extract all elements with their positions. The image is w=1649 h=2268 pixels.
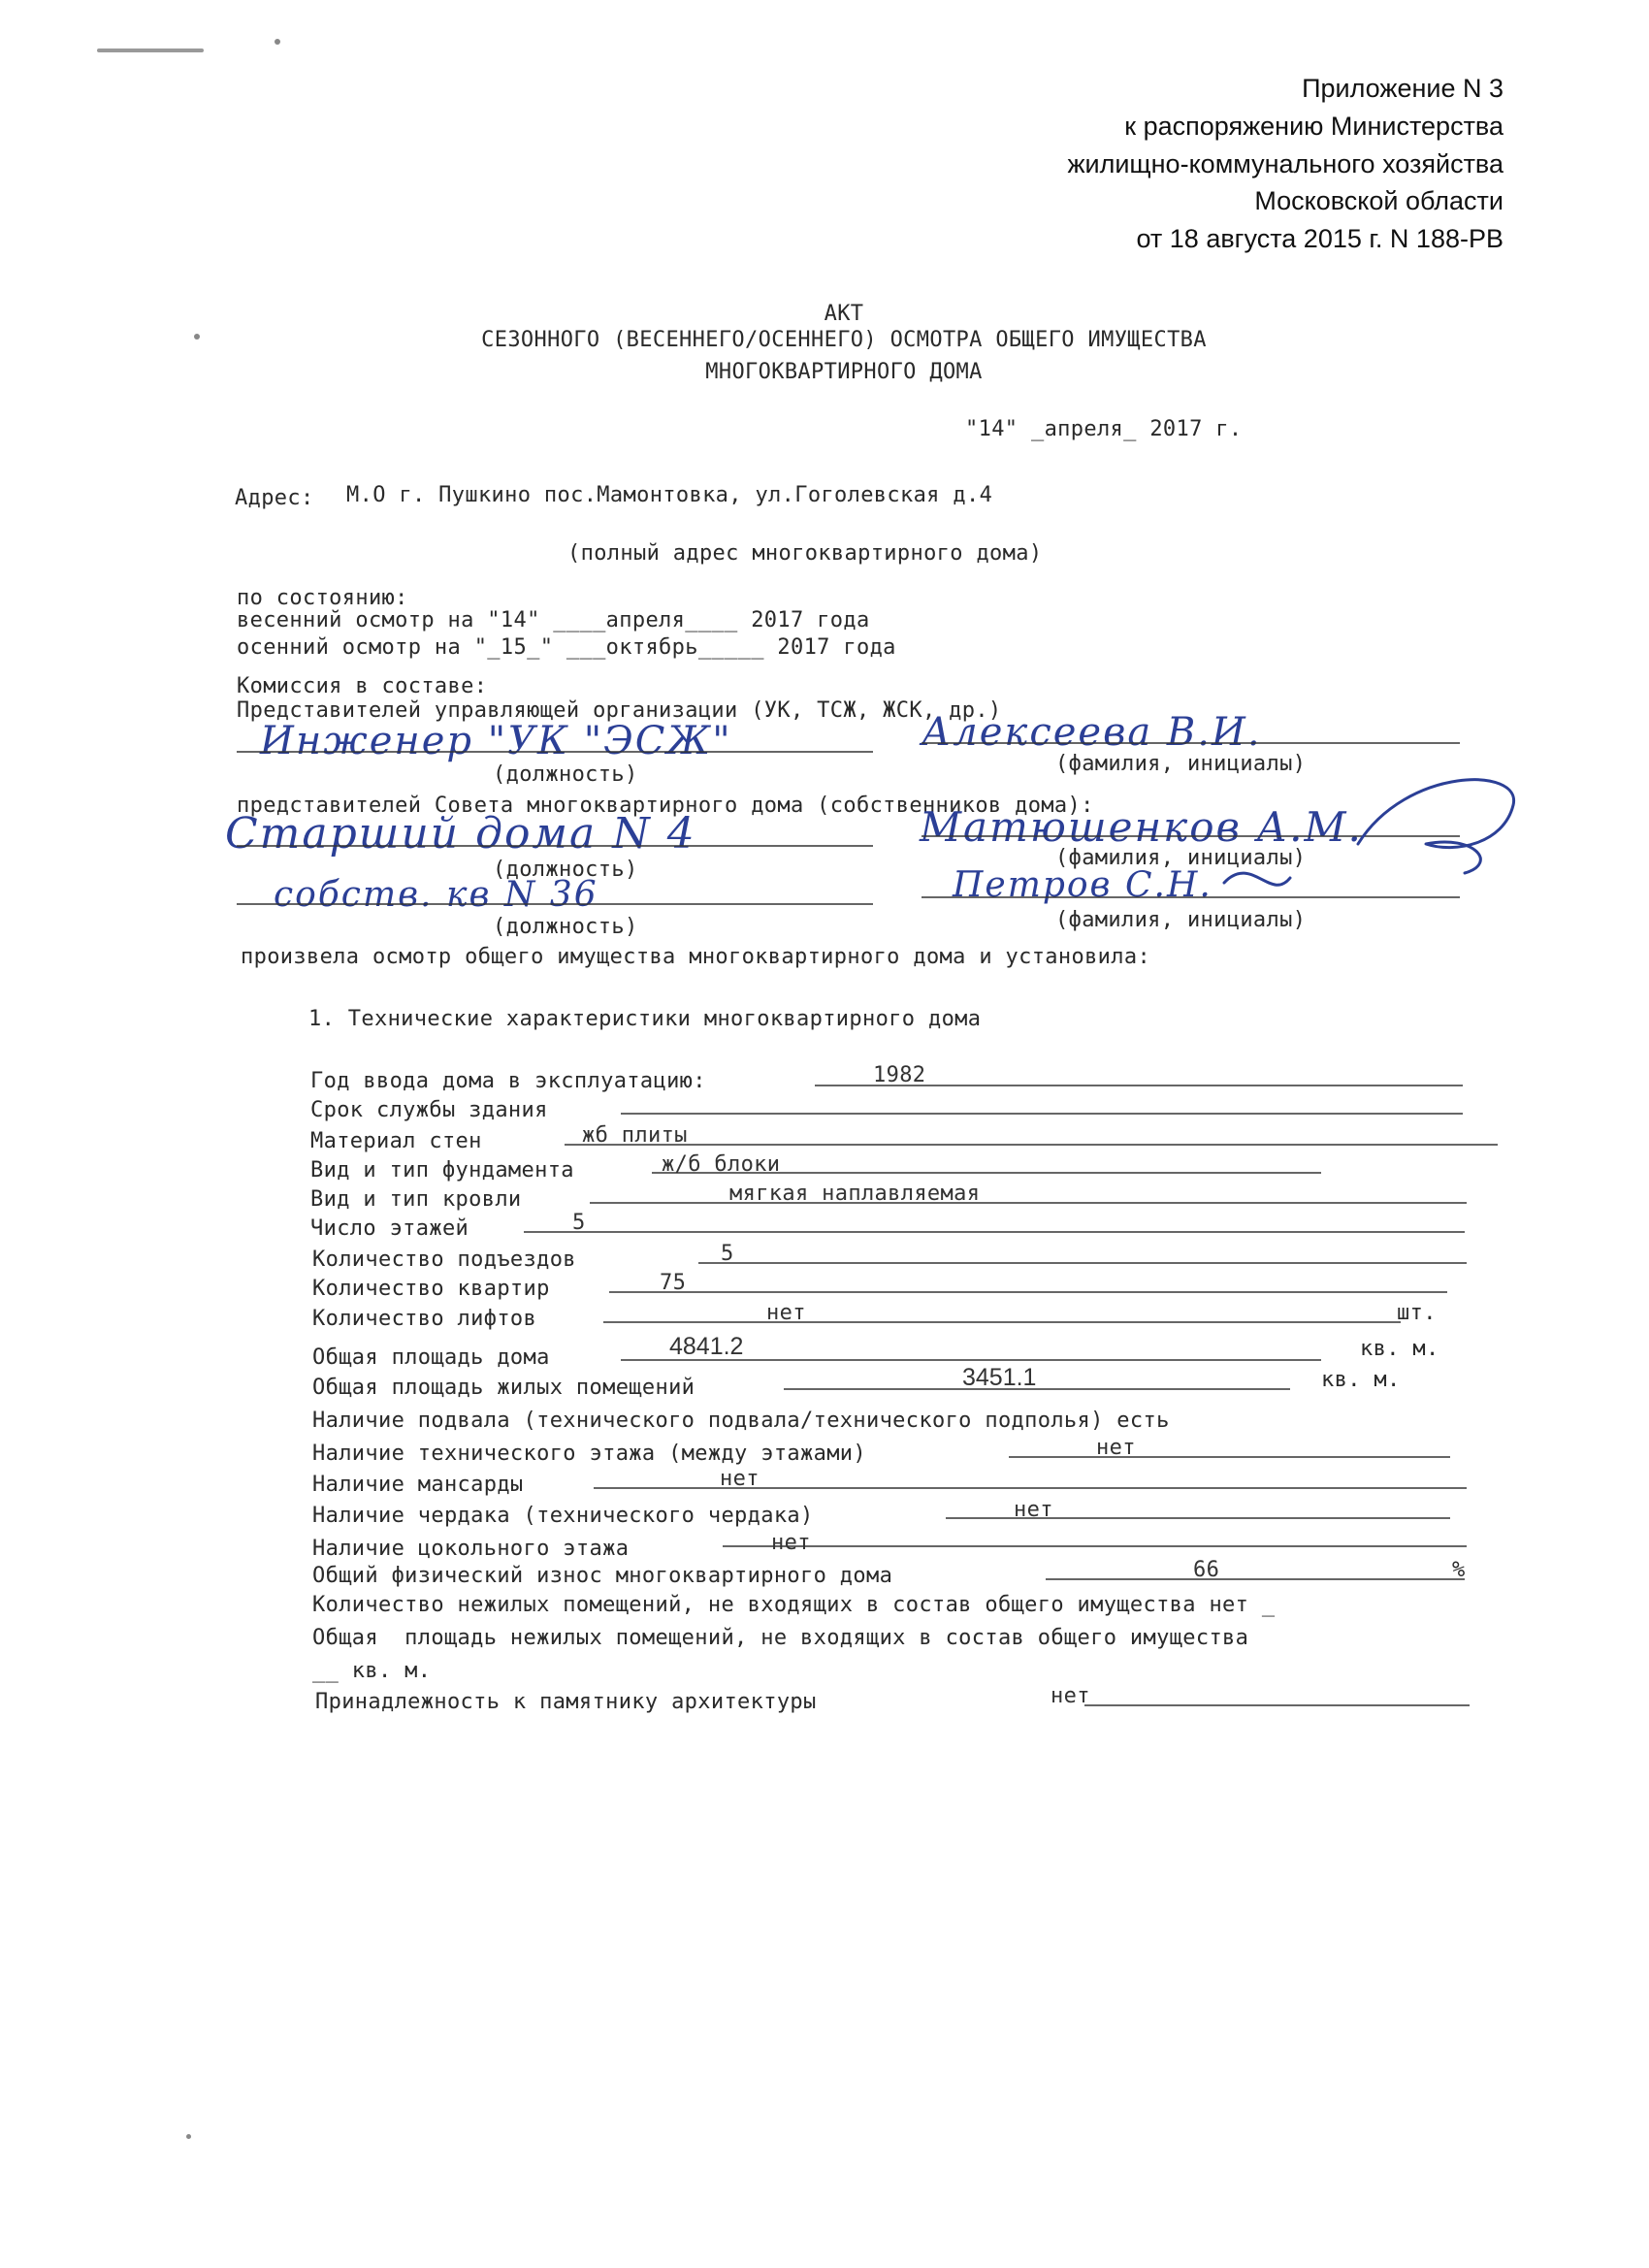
mansard-label: Наличие мансарды [312, 1473, 524, 1497]
year-label: Год ввода дома в эксплуатацию: [310, 1069, 706, 1093]
position-caption: (должность) [493, 858, 638, 882]
mgmt-reps-label: Представителей управляющей организации (УК, ТСЖ, ЖСК, др.) [237, 698, 1002, 723]
conclusion-line: произвела осмотр общего имущества многоквартирного дома и установила: [241, 945, 1151, 969]
spring-inspection: весенний осмотр на "14" ____апреля____ 2017 года [237, 608, 870, 632]
appendix-line: к распоряжению Министерства [1124, 112, 1504, 141]
service-life-label: Срок службы здания [310, 1098, 548, 1122]
handwritten-council2-position: собств. кв N 36 [274, 875, 598, 915]
entrances-value: 5 [721, 1242, 734, 1266]
handwritten-mgmt-name: Алексеева В.И. [922, 710, 1262, 755]
appendix-line: жилищно-коммунального хозяйства [1067, 149, 1504, 178]
walls-label: Материал стен [310, 1129, 482, 1153]
tech-floor-value: нет [1096, 1436, 1136, 1460]
position-caption: (должность) [493, 915, 638, 939]
appendix-line: от 18 августа 2015 г. N 188-РВ [1136, 224, 1504, 253]
address-value: М.О г. Пушкино пос.Мамонтовка, ул.Гоголевская д.4 [346, 483, 993, 507]
total-area-label: Общая площадь дома [312, 1345, 550, 1370]
elevators-value: нет [766, 1301, 806, 1325]
apartments-value: 75 [660, 1271, 687, 1295]
autumn-inspection: осенний осмотр на "_15_" ___октябрь_____ 2017 года [237, 635, 896, 660]
total-area-unit: кв. м. [1360, 1337, 1439, 1361]
entrances-label: Количество подъездов [312, 1247, 576, 1272]
mansard-value: нет [720, 1467, 760, 1491]
monument-label: Принадлежность к памятнику архитектуры [315, 1690, 817, 1714]
nonresidential-area-line2: __ кв. м. [312, 1659, 432, 1683]
handwritten-council2-name: Петров С.Н. [953, 865, 1212, 905]
floors-value: 5 [572, 1211, 586, 1235]
title-line: СЕЗОННОГО (ВЕСЕННЕГО/ОСЕННЕГО) ОСМОТРА ОБЩЕГО ИМУЩЕСТВА [481, 328, 1207, 352]
handwritten-council1-position: Старший дома N 4 [225, 809, 696, 859]
monument-value: нет [1051, 1684, 1090, 1708]
walls-value: жб плиты [582, 1123, 688, 1148]
roof-value: мягкая наплавляемая [729, 1182, 981, 1206]
title-line: АКТ [824, 302, 864, 326]
roof-label: Вид и тип кровли [310, 1187, 522, 1212]
wear-label: Общий физический износ многоквартирного дома [312, 1564, 893, 1588]
commission-label: Комиссия в составе: [237, 674, 488, 698]
living-area-unit: кв. м. [1321, 1368, 1401, 1392]
handwritten-council1-name: Матюшенков А.М. [920, 803, 1363, 851]
appendix-line: Приложение N 3 [1302, 74, 1504, 103]
nonresidential-count-line: Количество нежилых помещений, не входящих в состав общего имущества нет _ [312, 1593, 1276, 1617]
plinth-label: Наличие цокольного этажа [312, 1537, 630, 1561]
foundation-label: Вид и тип фундамента [310, 1158, 574, 1183]
position-caption: (должность) [493, 762, 638, 787]
section-heading: 1. Технические характеристики многоквартирного дома [308, 1007, 982, 1031]
wear-value: 66 [1193, 1558, 1220, 1582]
basement-line: Наличие подвала (технического подвала/технического подполья) есть [312, 1409, 1170, 1433]
title-line: МНОГОКВАРТИРНОГО ДОМА [705, 360, 983, 384]
name-caption: (фамилия, инициалы) [1055, 846, 1307, 870]
handwritten-mgmt-position: Инженер "УК "ЭСЖ" [260, 719, 732, 763]
state-label: по состоянию: [237, 586, 408, 610]
attic-value: нет [1014, 1498, 1053, 1522]
total-area-value: 4841.2 [669, 1333, 744, 1360]
apartments-label: Количество квартир [312, 1277, 550, 1301]
address-label: Адрес: [235, 486, 314, 510]
elevators-label: Количество лифтов [312, 1307, 537, 1331]
elevators-unit: шт. [1397, 1301, 1437, 1325]
wear-unit: % [1452, 1558, 1466, 1582]
attic-label: Наличие чердака (технического чердака) [312, 1504, 814, 1528]
council-reps-label: представителей Совета многоквартирного дома (собственников дома): [237, 794, 1094, 818]
living-area-value: 3451.1 [962, 1364, 1037, 1391]
name-caption: (фамилия, инициалы) [1055, 752, 1307, 776]
living-area-label: Общая площадь жилых помещений [312, 1376, 695, 1400]
address-caption: (полный адрес многоквартирного дома) [567, 541, 1043, 566]
plinth-value: нет [771, 1531, 811, 1555]
tech-floor-label: Наличие технического этажа (между этажами) [312, 1442, 866, 1466]
foundation-value: ж/б блоки [662, 1152, 781, 1177]
nonresidential-area-line1: Общая площадь нежилых помещений, не входящих в состав общего имущества [312, 1626, 1249, 1650]
year-value: 1982 [873, 1063, 926, 1087]
name-caption: (фамилия, инициалы) [1055, 908, 1307, 932]
floors-label: Число этажей [310, 1216, 469, 1241]
appendix-line: Московской области [1254, 186, 1504, 215]
act-date: "14" _апреля_ 2017 г. [965, 417, 1243, 441]
